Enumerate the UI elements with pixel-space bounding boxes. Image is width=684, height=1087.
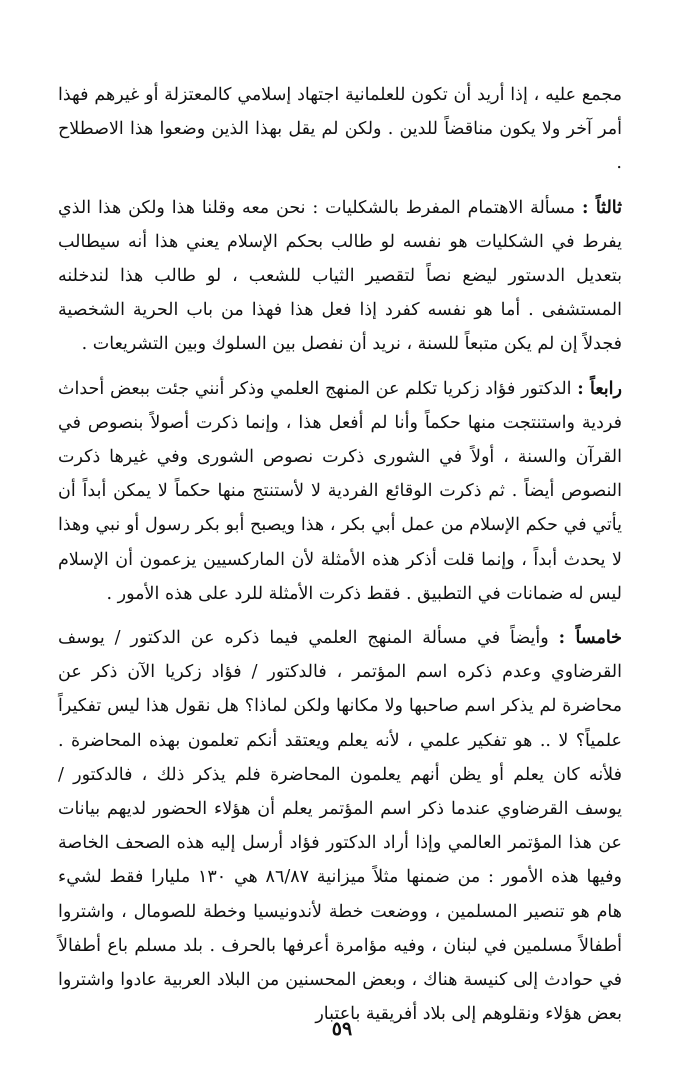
paragraph-3-lead: رابعاً : xyxy=(577,378,622,399)
paragraph-3-text: الدكتور فؤاد زكريا تكلم عن المنهج العلمي وذكر أنني جئت ببعض أحداث فردية واستنتجت منها حكماً وأنا لم أفعل هذا ، وإنما ذكرت أصولاً بنصوص في القرآن والسنة ، أولاً في الشورى ذكرت نصوص الشورى وفي غيرها ذكرت النصوص أيضاً . ثم ذكرت الوقائع الفردية لا لأستنتج منها حكماً لا يمكن أبداً أن يأتي في حكم الإسلام من عمل أبي بكر ، هذا ويصبح أبو بكر رسول أو نبي وهذا لا يحدث أبداً ، وإنما قلت أذكر هذه الأمثلة لأن الماركسيين يزعمون أن الإسلام ليس له ضمانات في التطبيق . فقط ذكرت الأمثلة للرد على هذه الأمور . xyxy=(58,378,622,604)
paragraph-4-lead: خامساً : xyxy=(558,628,622,649)
paragraph-4 xyxy=(58,621,622,1031)
paragraph-2-text: مسألة الاهتمام المفرط بالشكليات : نحن معه وقلنا هذا ولكن هذا الذي يفرط في الشكليات هو نفسه لو طالب بحكم الإسلام يعني هذا أنه سيطالب بتعديل الدستور ليضع نصاً لتقصير الثياب للشعب ، لو طالب هذا لندخلنه المستشفى . أما هو نفسه كفرد إذا فعل هذا فهذا من باب الحرية الشخصية فجدلاً إن لم يكن متبعاً للسنة ، نريد أن نفصل بين السلوك وبين التشريعات . xyxy=(58,197,622,355)
paragraph-2-lead: ثالثاً : xyxy=(581,197,622,218)
paragraph-1 xyxy=(58,78,622,181)
paragraph-1-text: مجمع عليه ، إذا أريد أن تكون للعلمانية اجتهاد إسلامي كالمعتزلة أو غيرهم فهذا أمر آخر ولا يكون مناقضاً للدين . ولكن لم يقل بهذا الذين وضعوا هذا الاصطلاح . xyxy=(58,85,622,174)
paragraph-3 xyxy=(58,372,622,611)
page-number: ٥٩ xyxy=(331,1018,353,1040)
paragraph-2 xyxy=(58,191,622,362)
paragraph-4-text: وأيضاً في مسألة المنهج العلمي فيما ذكره عن الدكتور / يوسف القرضاوي وعدم ذكره اسم المؤتمر ، فالدكتور / فؤاد زكريا الآن ذكر عن محاضرة لم يذكر اسم صاحبها ولا مكانها ولكن لماذا؟ هل نقول هذا ليس تفكيراً علمياً؟ لا .. هو تفكير علمي ، لأنه يعلم ويعتقد أنكم تعلمون بهذه المحاضرة . فلأنه كان يعلم أو يظن أنهم يعلمون المحاضرة فلم يذكر ذلك ، فالدكتور / يوسف القرضاوي عندما ذكر اسم المؤتمر يعلم أن هؤلاء الحضور لديهم بيانات عن هذا المؤتمر العالمي وإذا أراد الدكتور فؤاد أرسل إليه هذه الصحف الخاصة وفيها هذه الأمور : من ضمنها مثلاً ميزانية ٨٦/٨٧ هي ١٣٠ مليارا فقط لشيء هام هو تنصير المسلمين ، ووضعت خطة لأندونيسيا وخطة للصومال ، واشتروا أطفالاً مسلمين في لبنان ، وفيه مؤامرة أعرفها بالحرف . بلد مسلم باع أطفالاً في حوادث إلى كنيسة هناك ، وبعض المحسنين من البلاد العربية عادوا واشتروا بعض هؤلاء ونقلوهم إلى بلاد أفريقية باعتبار xyxy=(58,628,623,1025)
page-body xyxy=(58,78,622,1031)
